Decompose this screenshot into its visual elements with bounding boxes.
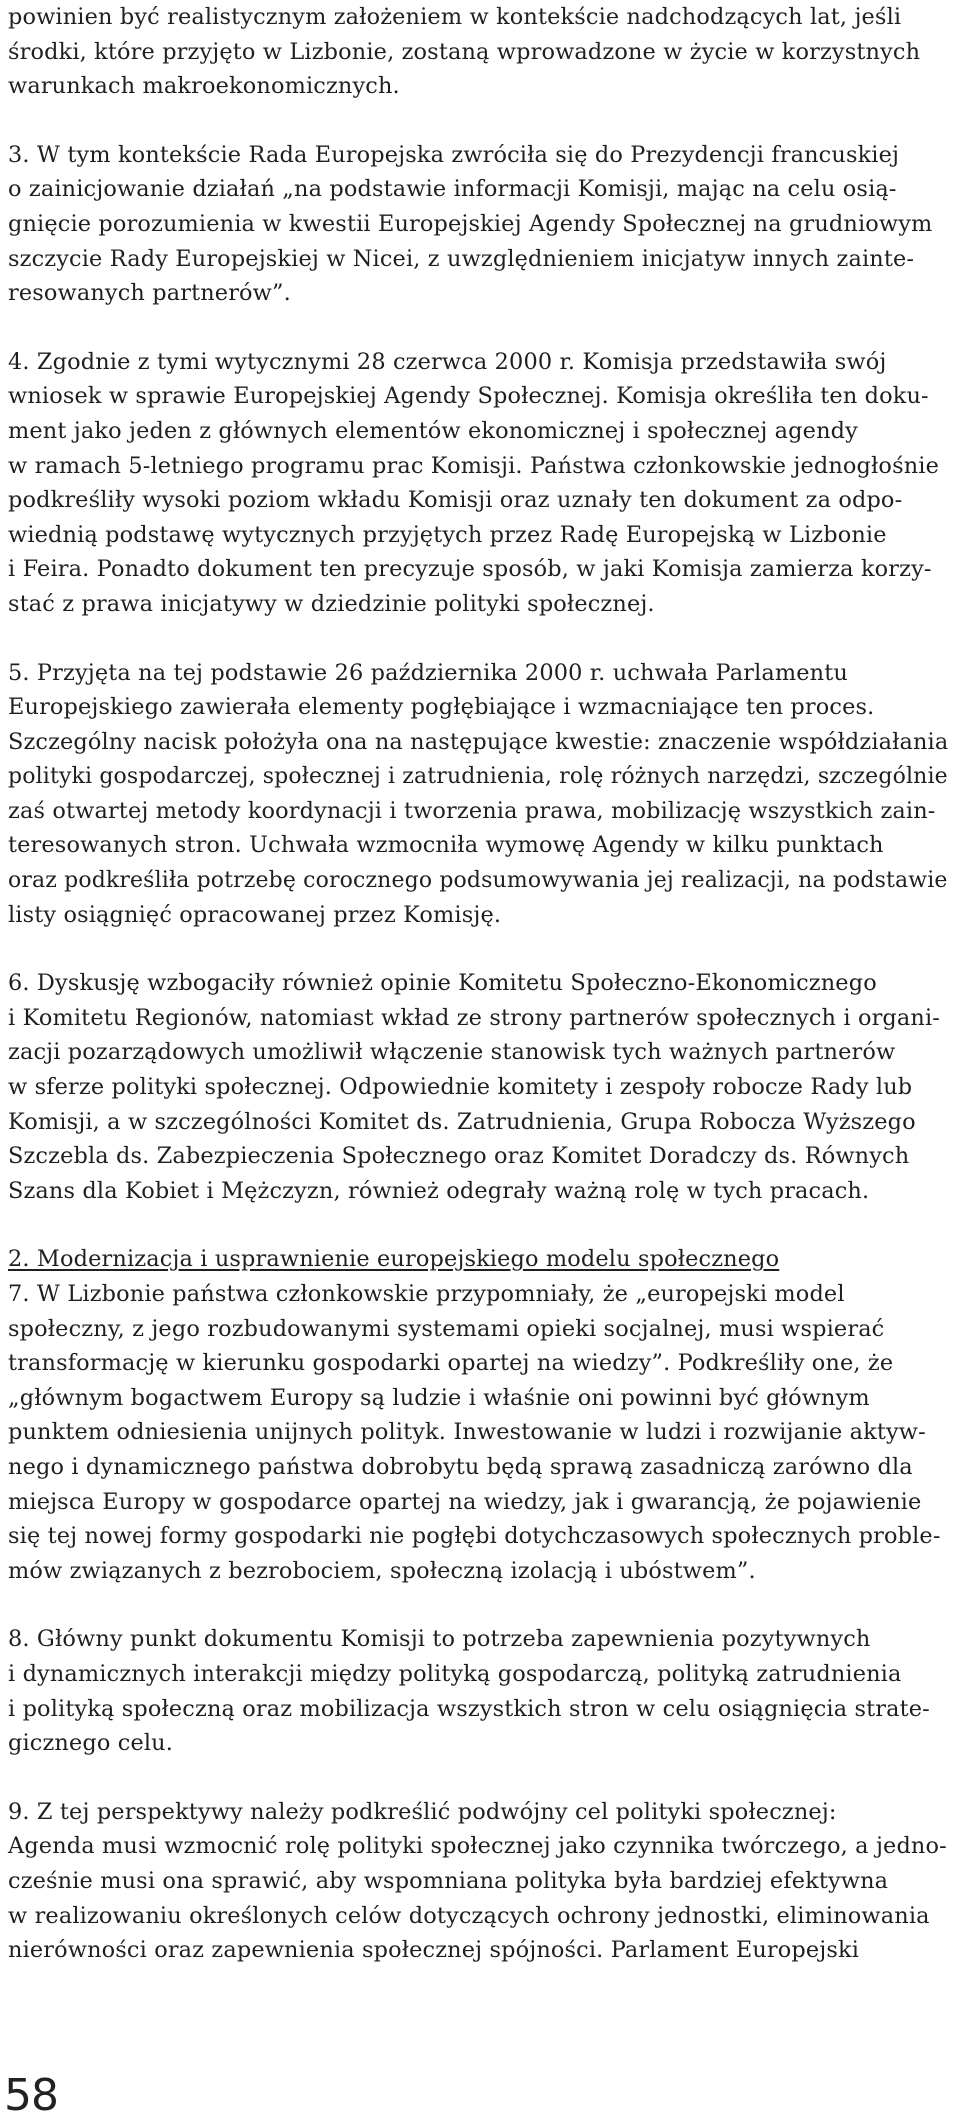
text-line: nego i dynamicznego państwa dobrobytu będą sprawą zasadniczą zarówno dla: [8, 1453, 913, 1480]
text-line: wniosek w sprawie Europejskiej Agendy Społecznej. Komisja określiła ten doku-: [8, 383, 929, 410]
section-heading-text: 2. Modernizacja i usprawnienie europejskiego modelu społecznego: [8, 1246, 780, 1273]
text-line: „głównym bogactwem Europy są ludzie i właśnie oni powinni być głównym: [8, 1384, 870, 1411]
text-line: 5. Przyjęta na tej podstawie 26 października 2000 r. uchwała Parlamentu: [8, 659, 848, 686]
text-line: 9. Z tej perspektywy należy podkreślić podwójny cel polityki społecznej:: [8, 1798, 837, 1825]
text-line: 6. Dyskusję wzbogaciły również opinie Komitetu Społeczno-Ekonomicznego: [8, 970, 877, 997]
text-line: nierówności oraz zapewnienia społecznej spójności. Parlament Europejski: [8, 1937, 860, 1964]
text-line: transformację w kierunku gospodarki opartej na wiedzy”. Podkreśliły one, że: [8, 1350, 894, 1377]
text-line: środki, które przyjęto w Lizbonie, zostaną wprowadzone w życie w korzystnych: [8, 38, 921, 65]
paragraph-4: [8, 345, 948, 622]
text-line: zaś otwartej metody koordynacji i tworzenia prawa, mobilizację wszystkich zain-: [8, 797, 936, 824]
text-line: polityki gospodarczej, społecznej i zatrudnienia, rolę różnych narzędzi, szczególnie: [8, 763, 948, 790]
paragraph-9: [8, 1795, 948, 1968]
text-line: Szczególny nacisk położyła ona na następujące kwestie: znaczenie współdziałania: [8, 728, 949, 755]
text-line: resowanych partnerów”.: [8, 280, 291, 307]
text-line: szczycie Rady Europejskiej w Nicei, z uwzględnieniem inicjatyw innych zainte-: [8, 245, 915, 272]
text-line: miejsca Europy w gospodarce opartej na wiedzy, jak i gwarancją, że pojawienie: [8, 1488, 922, 1515]
text-line: cześnie musi ona sprawić, aby wspomniana polityka była bardziej efektywna: [8, 1867, 889, 1894]
text-line: teresowanych stron. Uchwała wzmocniła wymowę Agendy w kilku punktach: [8, 832, 884, 859]
text-line: powinien być realistycznym założeniem w kontekście nadchodzących lat, jeśli: [8, 4, 902, 30]
text-line: w ramach 5-letniego programu prac Komisji. Państwa członkowskie jednogłośnie: [8, 452, 939, 479]
paragraph-6: [8, 966, 948, 1208]
text-line: gnięcie porozumienia w kwestii Europejskiej Agendy Społecznej na grudniowym: [8, 210, 933, 237]
text-line: Komisji, a w szczególności Komitet ds. Zatrudnienia, Grupa Robocza Wyższego: [8, 1108, 916, 1135]
text-line: 8. Główny punkt dokumentu Komisji to potrzeba zapewnienia pozytywnych: [8, 1626, 871, 1653]
text-line: Szans dla Kobiet i Mężczyzn, również odegrały ważną rolę w tych pracach.: [8, 1177, 870, 1204]
text-line: w realizowaniu określonych celów dotyczących ochrony jednostki, eliminowania: [8, 1902, 930, 1929]
text-line: punktem odniesienia unijnych polityk. Inwestowanie w ludzi i rozwijanie aktyw-: [8, 1419, 926, 1446]
paragraph-5: [8, 656, 948, 933]
text-line: podkreśliły wysoki poziom wkładu Komisji oraz uznały ten dokument za odpo-: [8, 487, 903, 514]
text-line: 4. Zgodnie z tymi wytycznymi 28 czerwca 2000 r. Komisja przedstawiła swój: [8, 348, 887, 375]
text-line: warunkach makroekonomicznych.: [8, 73, 400, 100]
text-line: i polityką społeczną oraz mobilizacja wszystkich stron w celu osiągnięcia strate-: [8, 1695, 930, 1722]
text-line: 7. W Lizbonie państwa członkowskie przypomniały, że „europejski model: [8, 1281, 845, 1307]
text-line: listy osiągnięć opracowanej przez Komisję.: [8, 901, 502, 928]
text-line: społeczny, z jego rozbudowanymi systemami opieki socjalnej, musi wspierać: [8, 1315, 885, 1342]
document-page: [8, 0, 948, 1968]
text-line: w sferze polityki społecznej. Odpowiednie komitety i zespoły robocze Rady lub: [8, 1074, 913, 1101]
text-line: gicznego celu.: [8, 1730, 174, 1757]
text-line: oraz podkreśliła potrzebę corocznego podsumowywania jej realizacji, na podstawie: [8, 867, 948, 894]
text-line: mów związanych z bezrobociem, społeczną izolacją i ubóstwem”.: [8, 1557, 756, 1584]
page-number: 58: [4, 2070, 58, 2121]
text-line: Szczebla ds. Zabezpieczenia Społecznego oraz Komitet Doradczy ds. Równych: [8, 1143, 910, 1170]
text-line: Europejskiego zawierała elementy pogłębiające i wzmacniające ten proces.: [8, 694, 875, 721]
text-line: ment jako jeden z głównych elementów ekonomicznej i społecznej agendy: [8, 417, 858, 444]
text-line: wiednią podstawę wytycznych przyjętych przez Radę Europejską w Lizbonie: [8, 521, 887, 548]
paragraph-3: [8, 138, 948, 311]
paragraph-7: [8, 1277, 948, 1588]
text-line: i Komitetu Regionów, natomiast wkład ze strony partnerów społecznych i organi-: [8, 1004, 941, 1031]
paragraph-intro: [8, 0, 948, 104]
text-line: i Feira. Ponadto dokument ten precyzuje sposób, w jaki Komisja zamierza korzy-: [8, 556, 932, 583]
text-line: stać z prawa inicjatywy w dziedzinie polityki społecznej.: [8, 590, 655, 617]
text-line: Agenda musi wzmocnić rolę polityki społecznej jako czynnika twórczego, a jedno-: [8, 1833, 947, 1860]
text-line: zacji pozarządowych umożliwił włączenie stanowisk tych ważnych partnerów: [8, 1039, 896, 1066]
text-line: się tej nowej formy gospodarki nie pogłębi dotychczasowych społecznych proble-: [8, 1523, 941, 1550]
text-line: 3. W tym kontekście Rada Europejska zwróciła się do Prezydencji francuskiej: [8, 141, 900, 168]
section-heading: [8, 1242, 948, 1277]
text-line: i dynamicznych interakcji między polityką gospodarczą, polityką zatrudnienia: [8, 1660, 902, 1687]
text-line: o zainicjowanie działań „na podstawie informacji Komisji, mając na celu osią-: [8, 176, 897, 203]
paragraph-8: [8, 1622, 948, 1760]
